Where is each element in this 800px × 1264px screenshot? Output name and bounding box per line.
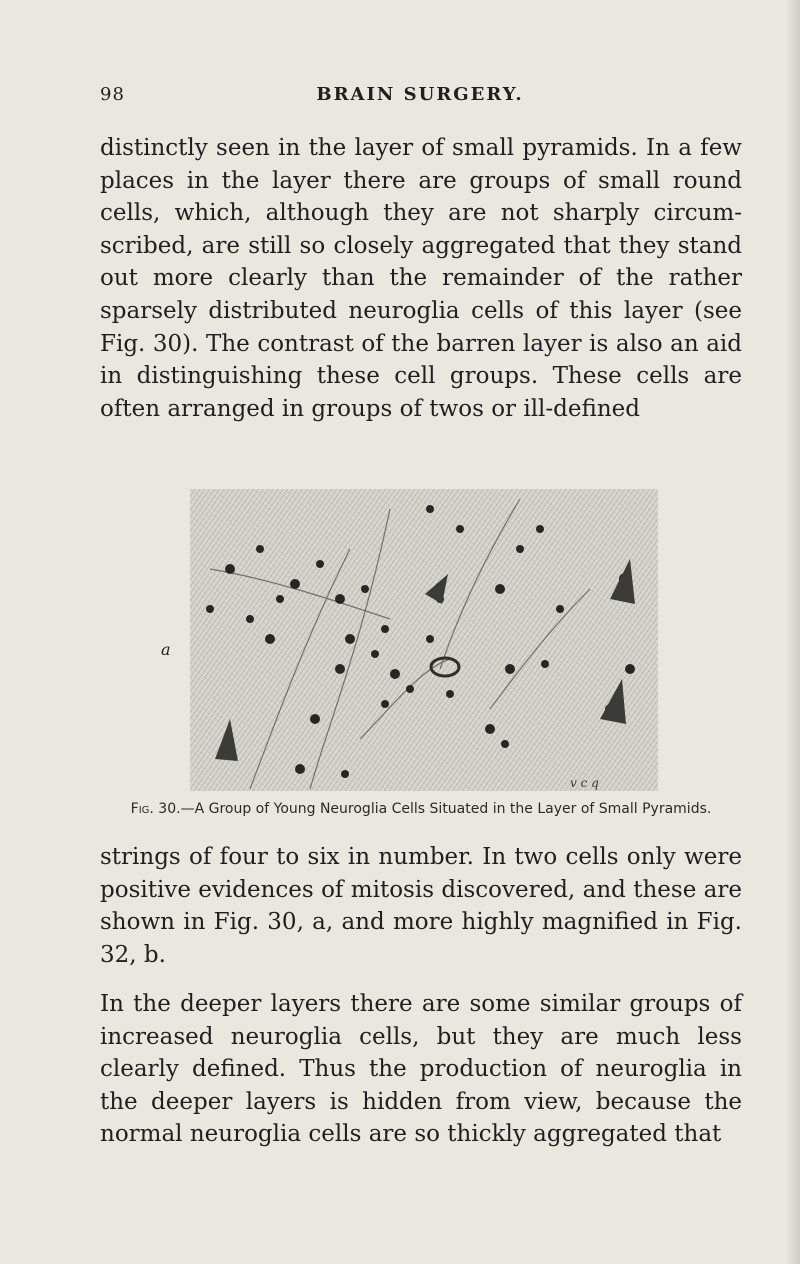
running-head: BRAIN SURGERY. bbox=[316, 84, 524, 105]
paragraph-1: distinctly seen in the layer of small pyramids. In a few places in the layer there are groups of small round cells, which, although they are not sharply circum-scribed, are still so closely aggregated that they stand out more clearly than the remainder of the rather sparsely distributed neuroglia cells of this layer (see Fig. 30). The contrast of the barren layer is also an aid in distinguishing these cell groups. These cells are often arranged in groups of twos or ill-defined bbox=[100, 135, 742, 422]
page-header bbox=[100, 84, 740, 110]
figure-label-a: a bbox=[161, 640, 171, 659]
page-number: 98 bbox=[100, 84, 125, 105]
figure-caption bbox=[100, 800, 742, 818]
neuroglia-figure-illustration bbox=[190, 489, 658, 791]
figure-signature: v c q bbox=[570, 776, 599, 790]
page-edge-shadow bbox=[786, 0, 800, 1264]
paragraph-2: strings of four to six in number. In two cells only were positive evidences of mitosis discovered, and these are shown in Fig. 30, a, and more highly magnified in Fig. 32, b. bbox=[100, 844, 742, 968]
figure-number: Fig. 30. bbox=[130, 801, 181, 817]
paragraph-3: In the deeper layers there are some similar groups of increased neuroglia cells, but they are much less clearly defined. Thus the production of neuroglia in the deeper layers is hidden from view, because the normal neuroglia cells are so thickly aggregated that bbox=[100, 991, 742, 1148]
figure-caption-text: —A Group of Young Neuroglia Cells Situated in the Layer of Small Pyramids. bbox=[180, 801, 712, 817]
